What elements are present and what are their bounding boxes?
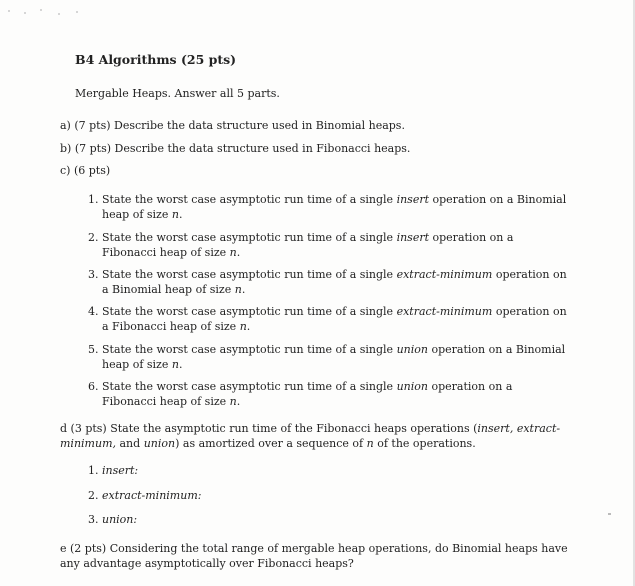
item-number: 2. [88, 489, 99, 502]
operation-name: extract-minimum [396, 268, 493, 281]
scan-mark [608, 513, 611, 515]
item-number: 6. [88, 380, 99, 393]
question-d-text: ) as amortized over a sequence of [175, 437, 367, 450]
item-text: State the worst case asymptotic run time of a single [102, 231, 397, 244]
item-text: State the worst case asymptotic run time of a single [102, 380, 397, 393]
operation-name: union [143, 437, 176, 450]
operation-name: insert, extract-minimum, [60, 422, 561, 450]
operation-name: union: [102, 513, 138, 526]
question-c-item [88, 267, 568, 297]
question-d-text: d (3 pts) State the asymptotic run time of the Fibonacci heaps operations ( [60, 422, 478, 435]
item-text: State the worst case asymptotic run time of a single [102, 343, 397, 356]
item-end: . [241, 283, 246, 296]
item-number: 3. [88, 268, 99, 281]
question-a: a) (7 pts) Describe the data structure used in Binomial heaps. [60, 119, 405, 132]
item-number: 1. [88, 464, 99, 477]
item-end: . [178, 358, 183, 371]
item-text: operation on a Fibonacci heap of size [102, 380, 513, 408]
question-c-item [88, 379, 568, 409]
item-text: State the worst case asymptotic run time of a single [102, 268, 397, 281]
question-c-item [88, 304, 568, 334]
operation-name: insert [396, 231, 430, 244]
question-e: e (2 pts) Considering the total range of mergable heap operations, do Binomial heaps have any advantage asymptotically over Fibonacci heaps? [60, 542, 568, 570]
item-number: 2. [88, 231, 99, 244]
question-d-item [88, 488, 201, 503]
question-d-item [88, 463, 138, 478]
item-number: 3. [88, 513, 99, 526]
question-d-text: of the operations. [373, 437, 476, 450]
scan-specks [6, 6, 86, 26]
question-c-item [88, 342, 568, 372]
variable-n: n [366, 437, 374, 450]
question-b: b) (7 pts) Describe the data structure used in Fibonacci heaps. [60, 142, 411, 155]
question-c-item [88, 192, 568, 222]
question-c: c) (6 pts) [60, 164, 111, 177]
operation-name: extract-minimum: [102, 489, 202, 502]
variable-n: n [229, 395, 237, 408]
operation-name: union [396, 343, 428, 356]
question-d [60, 421, 575, 451]
item-number: 4. [88, 305, 99, 318]
item-text: operation on a Fibonacci heap of size [102, 231, 514, 259]
question-c-item [88, 230, 568, 260]
item-end: . [178, 208, 183, 221]
variable-n: n [171, 208, 179, 221]
section-title: B4 Algorithms (25 pts) [75, 52, 237, 67]
operation-name: insert [396, 193, 430, 206]
item-text: operation on a Fibonacci heap of size [102, 305, 567, 333]
item-text: operation on a Binomial heap of size [102, 193, 567, 221]
variable-n: n [234, 283, 242, 296]
item-end: . [236, 395, 241, 408]
variable-n: n [229, 246, 237, 259]
operation-name: union [396, 380, 428, 393]
item-end: . [246, 320, 251, 333]
item-text: State the worst case asymptotic run time of a single [102, 305, 397, 318]
variable-n: n [239, 320, 247, 333]
item-number: 5. [88, 343, 99, 356]
operation-name: extract-minimum [396, 305, 493, 318]
item-text: operation on a Binomial heap of size [102, 268, 567, 296]
item-text: operation on a Binomial heap of size [102, 343, 566, 371]
item-number: 1. [88, 193, 99, 206]
operation-name: insert: [102, 464, 139, 477]
item-end: . [236, 246, 241, 259]
item-text: State the worst case asymptotic run time of a single [102, 193, 397, 206]
intro-text: Mergable Heaps. Answer all 5 parts. [75, 87, 280, 100]
question-d-text: and [116, 437, 144, 450]
variable-n: n [171, 358, 179, 371]
question-d-item [88, 512, 137, 527]
